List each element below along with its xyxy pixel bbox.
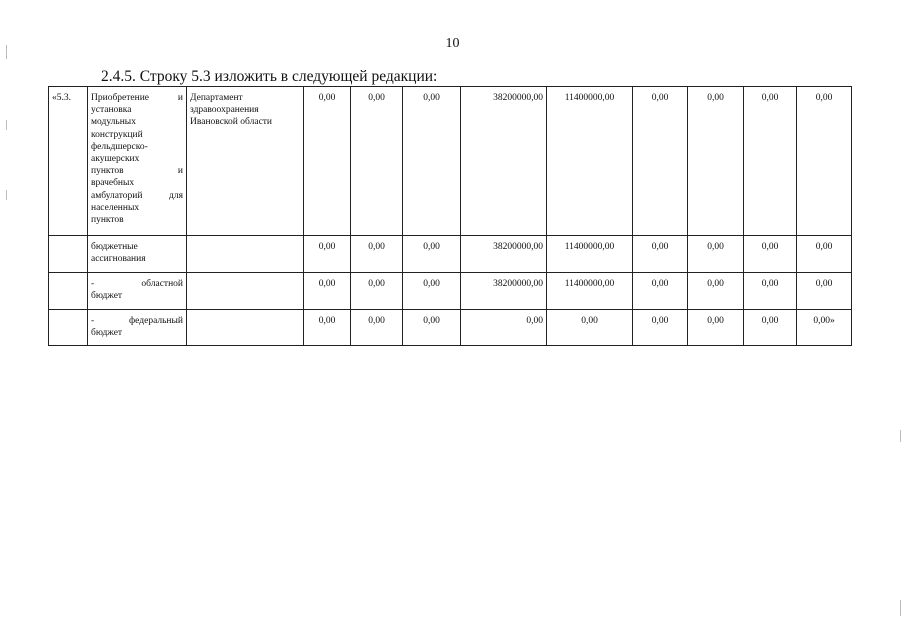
value-cell: 0,00 — [688, 236, 744, 273]
executor-line: здравоохранения — [190, 105, 259, 116]
scan-artifact — [900, 600, 901, 616]
name-line — [91, 141, 183, 153]
name-line — [91, 190, 183, 202]
value-cell: 0,00 — [688, 273, 744, 310]
value-cell: 0,00 — [351, 273, 403, 310]
value-cell: 38200000,00 — [461, 236, 547, 273]
name-word: населенных — [91, 202, 140, 213]
name-word: - — [91, 279, 95, 289]
table-row — [49, 273, 852, 310]
name-word: бюджетные — [91, 242, 138, 252]
value-cell: 0,00 — [547, 310, 633, 346]
name-word: федеральный — [129, 316, 183, 326]
value-cell: 0,00 — [688, 87, 744, 236]
executor-line: Ивановской области — [190, 117, 273, 128]
row-number-cell — [49, 273, 88, 310]
table-row — [49, 236, 852, 273]
name-line — [91, 92, 183, 104]
value-cell: 0,00 — [797, 87, 852, 236]
name-word: Приобретение — [91, 93, 149, 103]
value-cell: 0,00 — [633, 310, 688, 346]
value-cell: 0,00 — [403, 310, 461, 346]
value-cell: 0,00 — [797, 273, 852, 310]
value-cell: 0,00 — [797, 236, 852, 273]
executor-cell — [187, 236, 304, 273]
table-row — [49, 87, 852, 236]
value-cell: 0,00 — [744, 310, 797, 346]
name-word: пунктов — [91, 215, 124, 226]
name-line — [91, 327, 183, 339]
row-number-cell: «5.3. — [49, 87, 88, 236]
name-line — [91, 177, 183, 189]
executor-cell — [187, 310, 304, 346]
name-line — [91, 202, 183, 214]
name-word: для — [169, 190, 183, 201]
value-cell: 11400000,00 — [547, 273, 633, 310]
value-cell: 0,00 — [351, 310, 403, 346]
row-name-cell — [88, 273, 187, 310]
budget-table-body — [49, 87, 852, 346]
row-name-cell — [88, 236, 187, 273]
value-cell: 0,00 — [633, 273, 688, 310]
executor-cell — [187, 273, 304, 310]
name-line — [91, 116, 183, 128]
name-line — [91, 104, 183, 116]
name-word: акушерских — [91, 154, 140, 165]
scan-artifact — [6, 190, 7, 200]
name-line — [91, 153, 183, 165]
value-cell: 0,00 — [403, 87, 461, 236]
budget-table — [48, 86, 852, 346]
name-line — [91, 253, 183, 265]
value-cell: 0,00 — [403, 236, 461, 273]
name-line — [91, 290, 183, 302]
value-cell: 0,00 — [351, 236, 403, 273]
name-line — [91, 315, 183, 327]
value-cell: 38200000,00 — [461, 273, 547, 310]
row-name-cell — [88, 87, 187, 236]
value-cell: 0,00 — [304, 273, 351, 310]
name-word: установка — [91, 105, 132, 116]
name-word: и — [177, 93, 183, 103]
name-word: врачебных — [91, 178, 135, 189]
scan-artifact — [6, 45, 7, 59]
page-number: 10 — [445, 36, 460, 51]
name-line — [91, 165, 183, 177]
value-cell: 0,00 — [461, 310, 547, 346]
name-word: конструкций — [91, 129, 143, 140]
name-line — [91, 241, 183, 253]
section-heading: 2.4.5. Строку 5.3 изложить в следующей редакции: — [101, 68, 438, 85]
value-cell: 11400000,00 — [547, 87, 633, 236]
value-cell: 0,00 — [304, 87, 351, 236]
value-cell: 0,00» — [797, 310, 852, 346]
name-line — [91, 214, 183, 226]
executor-line: Департамент — [190, 93, 243, 103]
row-number-cell — [49, 236, 88, 273]
name-word: - — [91, 316, 95, 326]
scan-artifact — [6, 120, 7, 130]
table-row — [49, 310, 852, 346]
name-word: бюджет — [91, 291, 123, 302]
value-cell: 0,00 — [304, 236, 351, 273]
value-cell: 0,00 — [688, 310, 744, 346]
name-line — [91, 129, 183, 141]
row-name-cell — [88, 310, 187, 346]
value-cell: 0,00 — [744, 87, 797, 236]
name-word: и — [177, 166, 183, 177]
name-word: модульных — [91, 117, 136, 128]
name-word: пунктов — [91, 166, 124, 177]
value-cell: 0,00 — [744, 273, 797, 310]
value-cell: 0,00 — [403, 273, 461, 310]
value-cell: 0,00 — [744, 236, 797, 273]
value-cell: 38200000,00 — [461, 87, 547, 236]
scan-artifact — [900, 430, 901, 442]
value-cell: 0,00 — [633, 236, 688, 273]
executor-cell — [187, 87, 304, 236]
name-line — [91, 278, 183, 290]
value-cell: 0,00 — [351, 87, 403, 236]
name-word: областной — [141, 279, 183, 289]
name-word: ассигнования — [91, 254, 146, 265]
value-cell: 0,00 — [304, 310, 351, 346]
name-word: амбулаторий — [91, 190, 143, 201]
value-cell: 0,00 — [633, 87, 688, 236]
name-word: фельдшерско- — [91, 141, 148, 152]
row-number-cell — [49, 310, 88, 346]
value-cell: 11400000,00 — [547, 236, 633, 273]
name-word: бюджет — [91, 328, 123, 339]
